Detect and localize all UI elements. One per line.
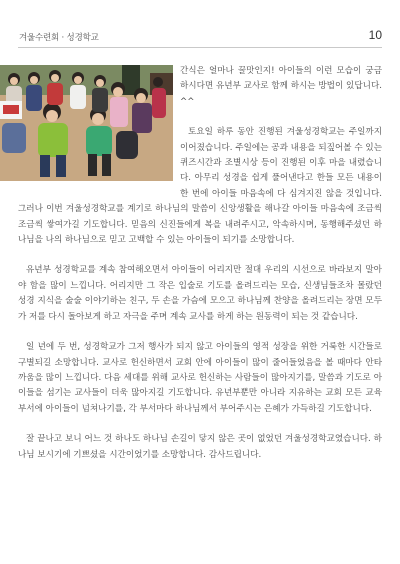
header-divider bbox=[18, 47, 382, 48]
paragraph-5: 잘 끝나고 보니 어느 것 하나도 하나님 손길이 닿지 않은 곳이 없었던 겨울성경학교였습니다. 하나님 보시기에 기쁘셨을 시간이었기를 소망합니다. 감사드립니다. bbox=[18, 434, 382, 460]
article-body bbox=[18, 64, 382, 478]
page-number: 10 bbox=[368, 28, 382, 42]
section-label: 겨울수련회 · 성경학교 bbox=[19, 33, 99, 43]
paragraph-1: 간식은 얼마나 꿀맛인지! 아이들의 이런 모습이 궁금하시다면 유년부 교사로 함께 하시는 방법이 있답니다. ^^ bbox=[180, 66, 382, 107]
paragraph-3: 유년부 성경학교를 계속 참여해오면서 아이들이 어리지만 절대 우리의 시선으로 바라보지 말아야 함을 많이 느낍니다. 어리지만 그 작은 입술로 기도를 올려드리는 모습, 신생님들조차 몰랐던 성경 지식을 술술 이야기하는 친구, 두 손을 가슴에 모으고 하나님께 찬양을 올려드리는 장면 모두가 저를 다시 돌아보게 하고 자극을 주며 계속 교사를 하게 하는 원동력이 되는 것 같습니다. bbox=[18, 265, 382, 322]
paragraph-4: 일 년에 두 번, 성경학교가 그저 행사가 되지 않고 아이들의 영적 성장을 위한 거룩한 시간들로 구별되길 소망합니다. 교사로 헌신하면서 교회 안에 아이들이 많이 줄어들었음을 볼 때마다 안타까움을 많이 느낍니다. 다음 세대를 위해 교사로 헌신하는 사람들이 많아지기를, 말씀과 기도로 아이들을 섬기는 교사들이 더욱 많아지길 기도합니다. 유년부뿐만 아니라 지유하는 교회 모든 교육부서에 아이들이 넘쳐나기를, 각 부서마다 하나님께서 부어주시는 은혜가 가득하길 기도합니다. bbox=[18, 342, 382, 414]
paragraph-2: 토요일 하루 동안 진행된 겨울성경학교는 주일까지 이어졌습니다. 주일에는 공과 내용을 되짚어볼 수 있는 퀴즈시간과 조별시상 등이 진행된 이후 마을 내렸습니다. 아무리 성경을 쉽게 풀어낸다고 한들 모든 내용이 한 번에 아이들 마음속에 다 심겨지진 않을 것입니다. 그러나 이번 겨울성경학교를 계기로 하나님의 말씀이 신앙생활을 해나갈 아이들 마음속에 조금씩 조금씩 쌓여가길 기도합니다. 믿음의 신진들에게 복을 내려주시고, 악속하시며, 동행해주셨던 하나님을 나의 하나님으로 믿고 고백할 수 있는 아이들이 되기를 소망합니다. bbox=[18, 127, 382, 246]
page-header bbox=[18, 30, 382, 44]
photo-spacer bbox=[18, 64, 180, 188]
